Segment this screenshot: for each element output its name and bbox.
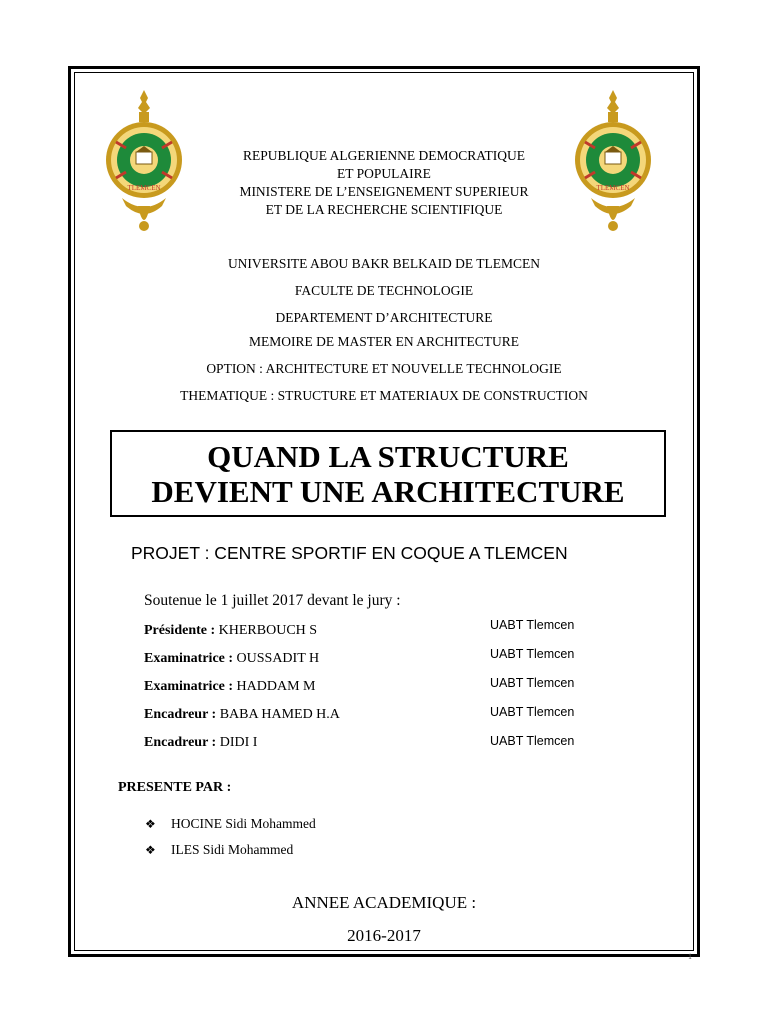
jury-member-row (144, 623, 317, 639)
jury-role: Encadreur : (144, 707, 217, 722)
jury-affiliation: UABT Tlemcen (490, 734, 575, 748)
jury-role: Examinatrice : (144, 651, 234, 666)
thematique-line: THEMATIQUE : STRUCTURE ET MATERIAUX DE CONSTRUCTION (180, 388, 588, 403)
option-line: OPTION : ARCHITECTURE ET NOUVELLE TECHNOLOGIE (206, 361, 562, 376)
memoire-type: MEMOIRE DE MASTER EN ARCHITECTURE (249, 334, 519, 349)
jury-member-row (144, 679, 315, 695)
jury-role: Présidente : (144, 623, 216, 638)
jury-affiliation: UABT Tlemcen (490, 647, 575, 661)
jury-role: Encadreur : (144, 735, 217, 750)
jury-affiliation: UABT Tlemcen (490, 676, 575, 690)
header-line-populaire: ET POPULAIRE (337, 166, 431, 181)
student-item (145, 816, 316, 832)
academic-year-value: 2016-2017 (347, 926, 421, 945)
jury-name: OUSSADIT H (236, 651, 320, 666)
student-name: ILES Sidi Mohammed (171, 842, 294, 857)
defense-date-line: Soutenue le 1 juillet 2017 devant le jury : (144, 592, 401, 609)
header-line-recherche: ET DE LA RECHERCHE SCIENTIFIQUE (265, 202, 503, 217)
thesis-title-line1: QUAND LA STRUCTURE (207, 439, 569, 474)
student-item (145, 842, 293, 858)
project-line: PROJET : CENTRE SPORTIF EN COQUE A TLEMCEN (131, 543, 568, 563)
jury-member-row (144, 707, 340, 723)
svg-text:TLEMCEN: TLEMCEN (596, 184, 630, 192)
jury-name: HADDAM M (236, 679, 316, 694)
jury-affiliation: UABT Tlemcen (490, 618, 575, 632)
jury-member-row (144, 735, 257, 751)
jury-member-row (144, 651, 319, 667)
jury-affiliation: UABT Tlemcen (490, 705, 575, 719)
diamond-bullet-icon: ❖ (145, 843, 156, 857)
department-name: DEPARTEMENT D’ARCHITECTURE (275, 310, 493, 325)
jury-name: BABA HAMED H.A (219, 707, 340, 722)
thesis-title-box (110, 430, 666, 517)
jury-name: DIDI I (219, 735, 258, 750)
svg-text:TLEMCEN: TLEMCEN (127, 184, 161, 192)
presented-by-label: PRESENTE PAR : (118, 780, 232, 795)
header-block (0, 147, 768, 219)
header-line-ministere: MINISTERE DE L’ENSEIGNEMENT SUPERIEUR (239, 184, 529, 199)
thesis-title-line2: DEVIENT UNE ARCHITECTURE (151, 474, 625, 509)
jury-role: Examinatrice : (144, 679, 234, 694)
header-line-republique: REPUBLIQUE ALGERIENNE DEMOCRATIQUE (243, 148, 525, 163)
page-number: 1 (688, 952, 692, 961)
diamond-bullet-icon: ❖ (145, 817, 156, 831)
university-name: UNIVERSITE ABOU BAKR BELKAID DE TLEMCEN (227, 256, 541, 271)
student-name: HOCINE Sidi Mohammed (171, 816, 316, 831)
faculty-name: FACULTE DE TECHNOLOGIE (294, 283, 474, 298)
academic-year-label: ANNEE ACADEMIQUE : (291, 893, 477, 912)
jury-name: KHERBOUCH S (218, 623, 318, 638)
